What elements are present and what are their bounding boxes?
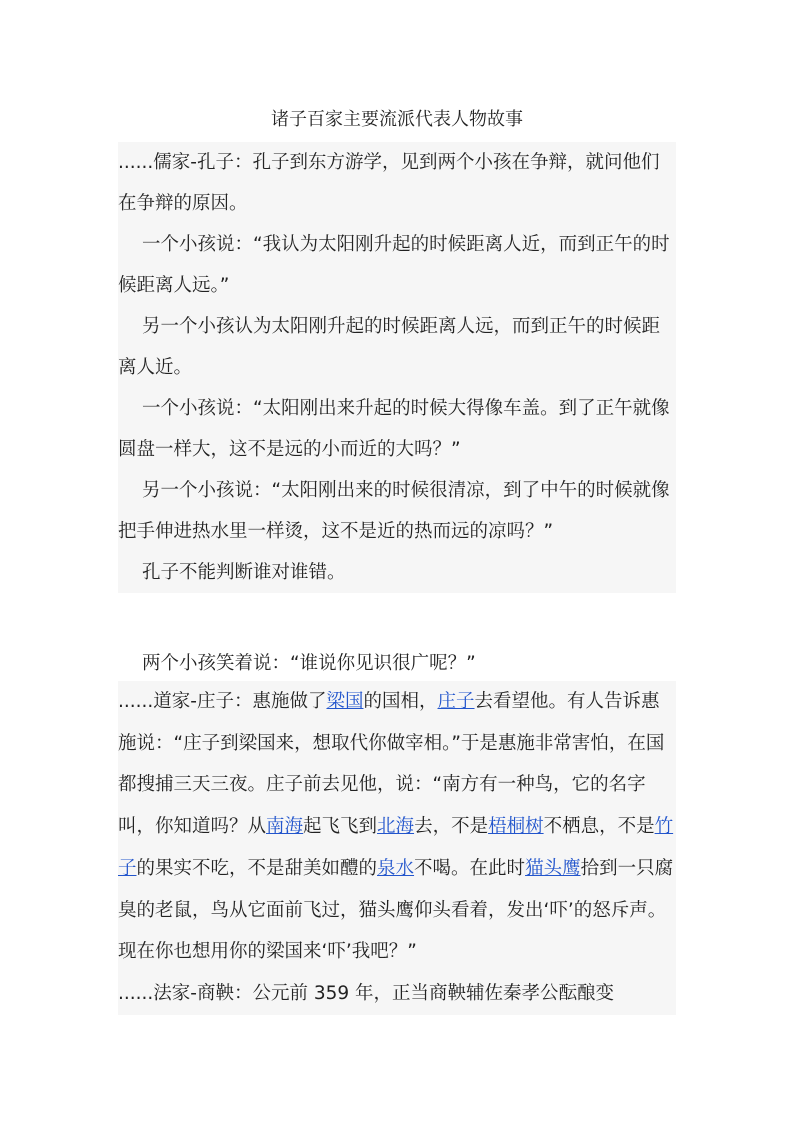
text-run: 不栖息，不是 [543, 816, 655, 838]
paragraph: 另一个小孩认为太阳刚升起的时候距离人远，而到正午的时候距离人近。 [118, 316, 661, 378]
text-run: 去看望他。有人告诉惠施说：“庄子到梁国来，想取代你做宰相。”于是惠施非常害怕，在国都搜捕三天三夜。庄子前去见他，说：“南方有一种鸟，它的名字叫，你知道吗？从 [118, 691, 665, 838]
legalist-intro: ......法家-商鞅：公元前 359 年，正当商鞅辅佐秦孝公酝酿变 [118, 982, 615, 1004]
link-zhuangzi[interactable]: 庄子 [437, 691, 475, 712]
paragraph: 一个小孩说：“我认为太阳刚升起的时候距离人近，而到正午的时候距离人远。” [118, 234, 670, 296]
text-run: ......道家-庄子：惠施做了 [118, 691, 327, 712]
link-south-sea[interactable]: 南海 [266, 816, 304, 838]
link-liang-state[interactable]: 梁国 [326, 691, 364, 712]
link-spring-water[interactable]: 泉水 [377, 857, 415, 879]
paragraph: 另一个小孩说：“太阳刚出来的时候很清凉，到了中午的时候就像把手伸进热水里一样烫，这不是近的热而远的凉吗？” [118, 480, 670, 542]
link-wutong-tree[interactable]: 梧桐树 [488, 816, 544, 838]
text-run: 起飞飞到 [303, 816, 378, 838]
link-bamboo[interactable]: 竹子 [118, 816, 674, 879]
paragraph: 两个小孩笑着说：“谁说你见识很广呢？” [142, 653, 476, 674]
confucius-intro: ......儒家-孔子：孔子到东方游学，见到两个小孩在争辩，就问他们在争辩的原因。 [118, 152, 660, 214]
paragraph: 一个小孩说：“太阳刚出来升起的时候大得像车盖。到了正午就像圆盘一样大，这不是远的小而近的大吗？” [118, 398, 670, 460]
daoist-paragraph [118, 681, 676, 973]
text-run: 拾到一只腐臭的老鼠，鸟从它面前飞过，猫头鹰仰头看着，发出‘吓’的怒斥声。现在你也想用你的梁国来‘吓’我吧？” [118, 857, 674, 963]
confucius-closing [118, 643, 676, 684]
text-run: 不喝。在此时 [414, 857, 526, 879]
paragraph: 孔子不能判断谁对谁错。 [142, 562, 346, 583]
text-run: 的国相， [363, 691, 438, 712]
text-run: 的果实不吃，不是甜美如醴的 [136, 857, 378, 879]
confucius-section [118, 142, 676, 593]
link-owl[interactable]: 猫头鹰 [525, 857, 581, 879]
text-run: 去，不是 [414, 816, 489, 838]
daoist-section [118, 681, 676, 1015]
page-title: 诸子百家主要流派代表人物故事 [271, 109, 523, 130]
link-north-sea[interactable]: 北海 [377, 816, 415, 838]
